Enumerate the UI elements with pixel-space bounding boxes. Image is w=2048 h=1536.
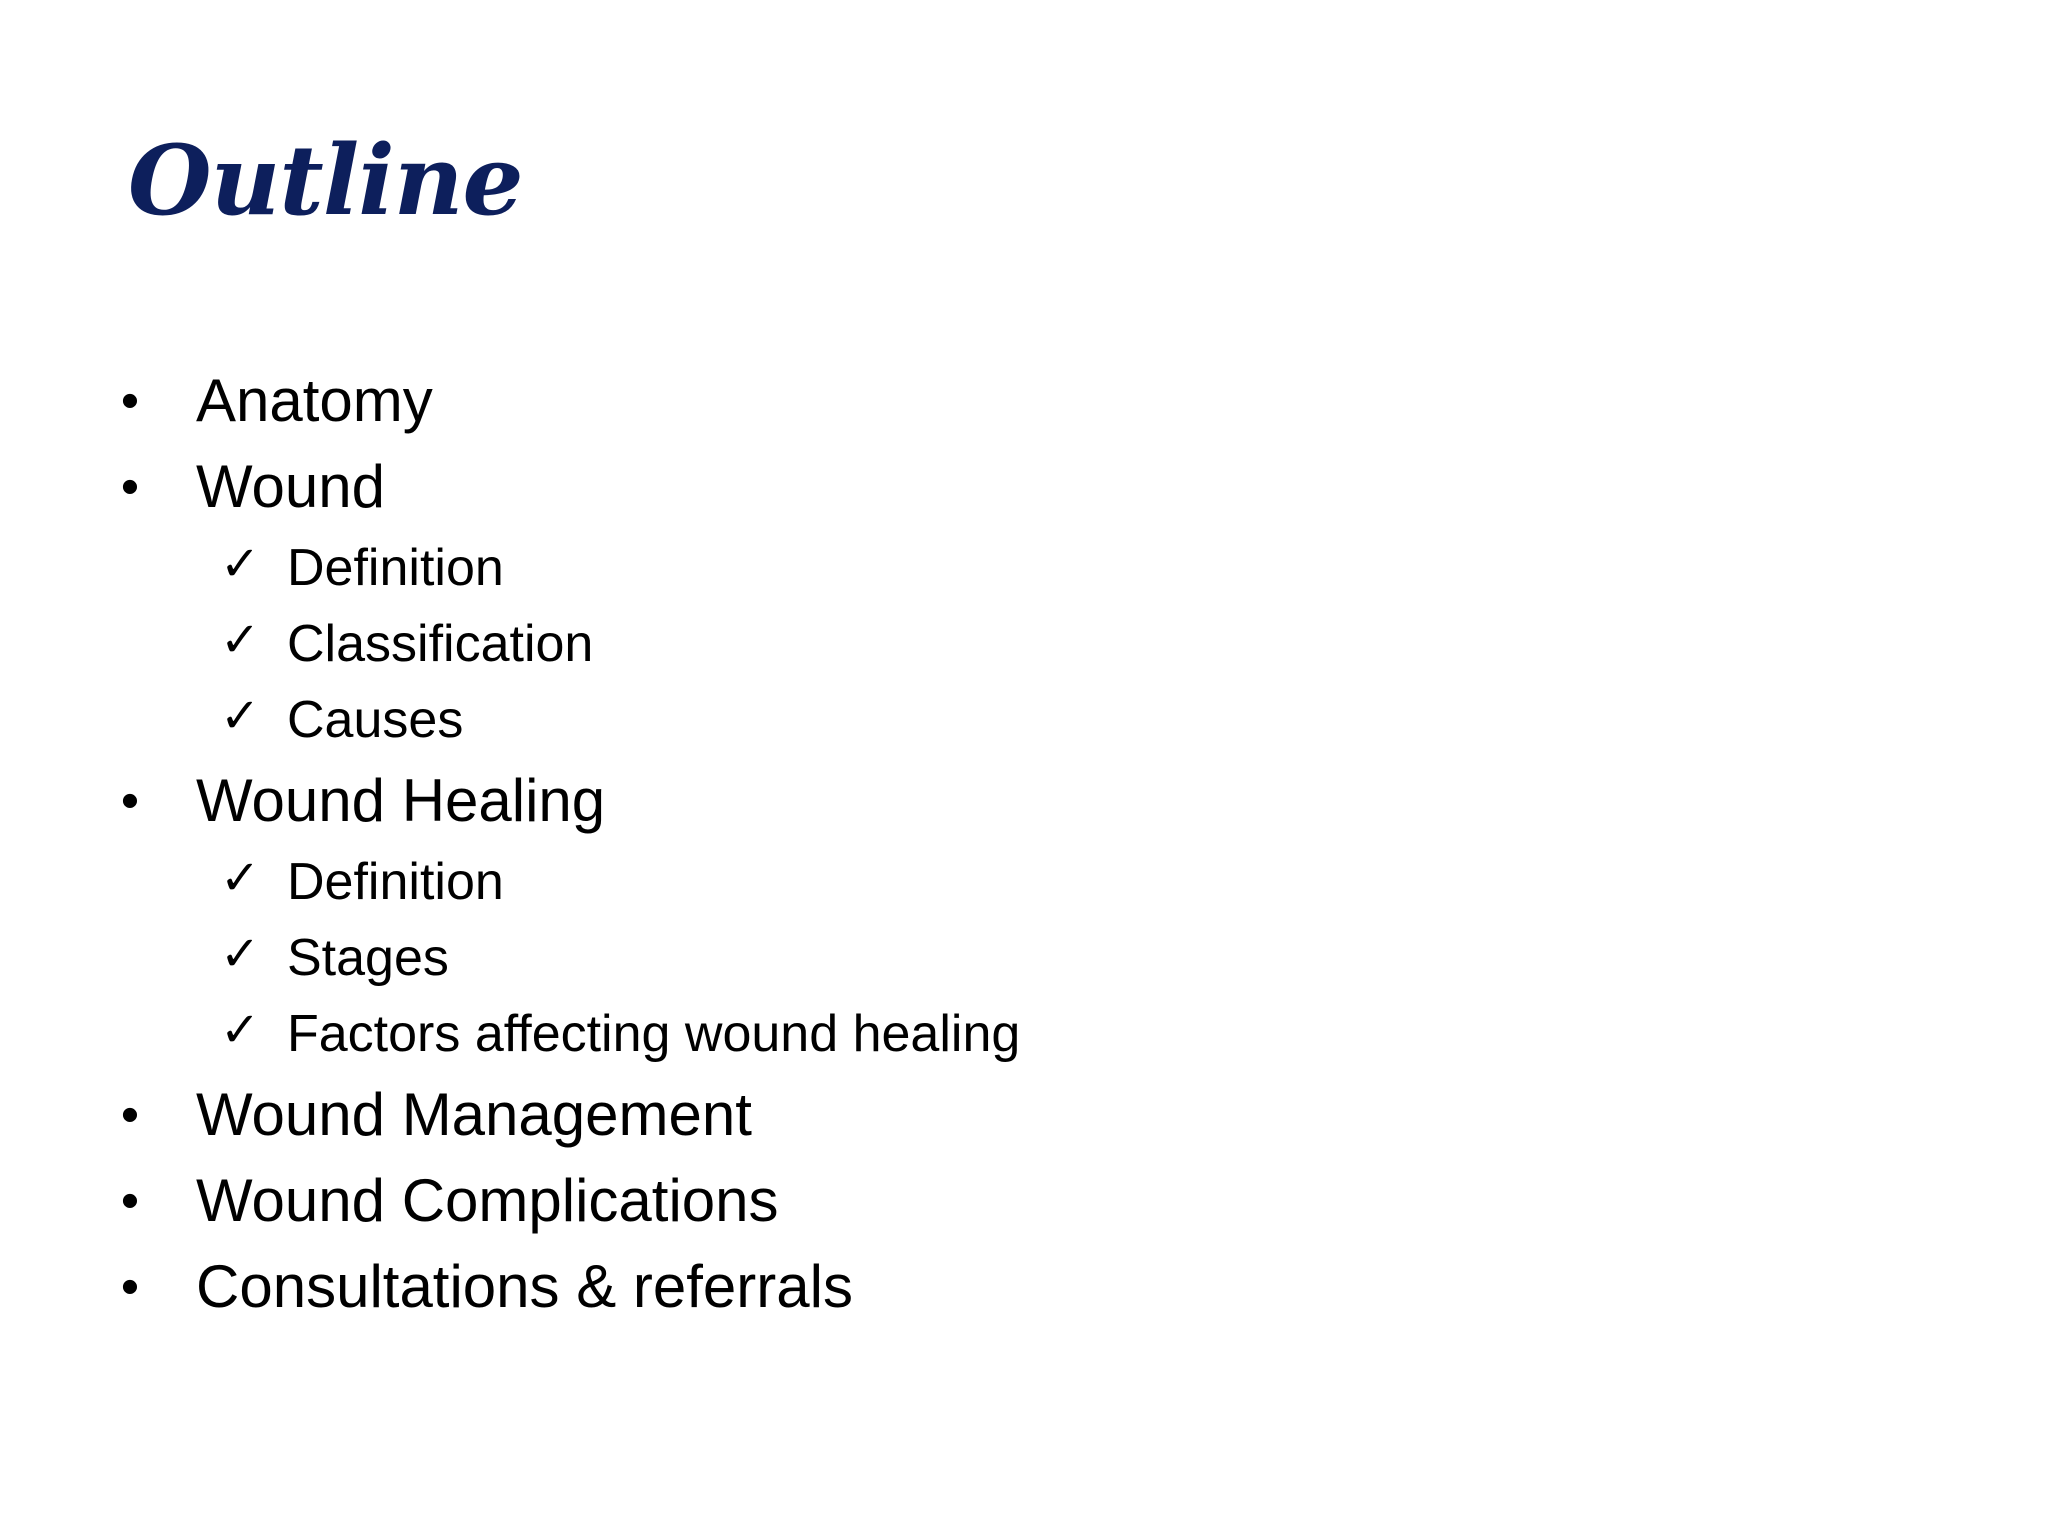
outline-item-wound-healing — [110, 758, 1020, 844]
bullet-icon: • — [120, 1258, 140, 1316]
checkmark-icon: ✓ — [220, 1002, 261, 1058]
outline-subitem-label: Causes — [287, 691, 464, 749]
outline-subitem-wound-classification — [110, 606, 1020, 682]
bullet-icon: • — [120, 1172, 140, 1230]
outline-item-consultations — [110, 1244, 1020, 1330]
outline-item-label: Anatomy — [196, 367, 433, 434]
outline-subitem-healing-stages — [110, 920, 1020, 996]
checkmark-icon: ✓ — [220, 612, 261, 668]
outline-item-label: Consultations & referrals — [196, 1253, 853, 1320]
bullet-icon: • — [120, 1086, 140, 1144]
outline-list — [110, 358, 1020, 1330]
outline-item-anatomy — [110, 358, 1020, 444]
outline-subitem-wound-causes — [110, 682, 1020, 758]
outline-item-label: Wound Complications — [196, 1167, 779, 1234]
outline-subitem-healing-factors — [110, 996, 1020, 1072]
outline-subitem-label: Classification — [287, 615, 594, 673]
outline-subitem-label: Definition — [287, 539, 504, 597]
outline-subitem-wound-definition — [110, 530, 1020, 606]
checkmark-icon: ✓ — [220, 536, 261, 592]
outline-item-wound — [110, 444, 1020, 530]
checkmark-icon: ✓ — [220, 926, 261, 982]
outline-item-label: Wound Healing — [196, 767, 606, 834]
bullet-icon: • — [120, 372, 140, 430]
checkmark-icon: ✓ — [220, 850, 261, 906]
checkmark-icon: ✓ — [220, 688, 261, 744]
outline-subitem-label: Definition — [287, 853, 504, 911]
slide-title: Outline — [128, 124, 523, 237]
bullet-icon: • — [120, 772, 140, 830]
outline-subitem-label: Stages — [287, 929, 449, 987]
bullet-icon: • — [120, 458, 140, 516]
outline-item-label: Wound Management — [196, 1081, 752, 1148]
outline-item-label: Wound — [196, 453, 386, 520]
outline-subitem-label: Factors affecting wound healing — [287, 1005, 1021, 1063]
outline-item-wound-complications — [110, 1158, 1020, 1244]
outline-item-wound-management — [110, 1072, 1020, 1158]
outline-subitem-healing-definition — [110, 844, 1020, 920]
